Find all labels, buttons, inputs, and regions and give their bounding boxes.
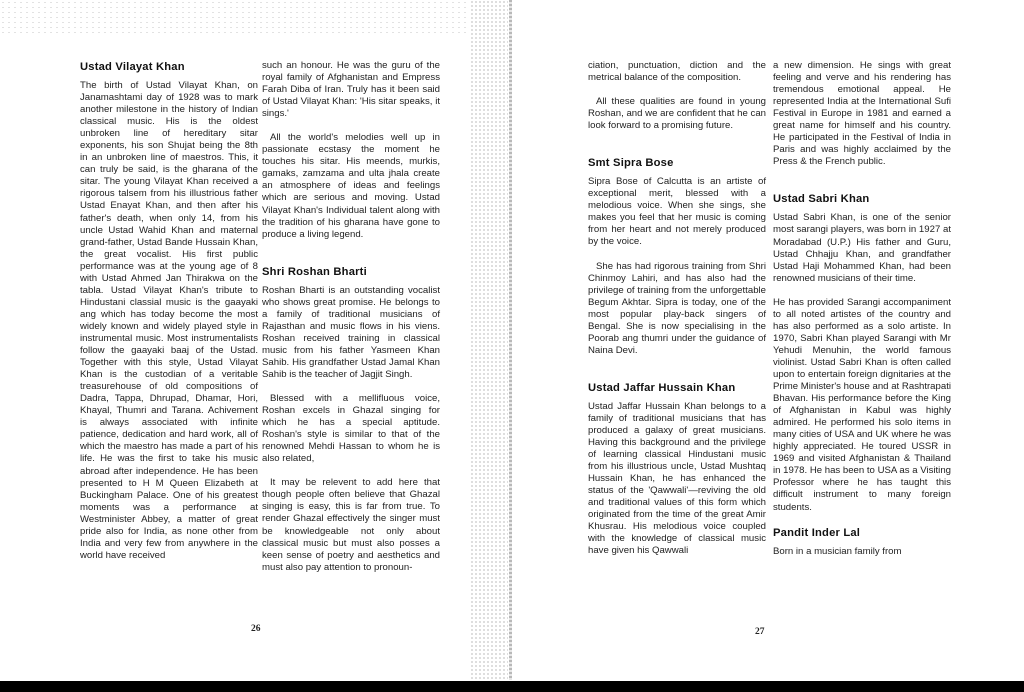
heading-jaffar-hussain-khan: Ustad Jaffar Hussain Khan: [588, 381, 736, 394]
paragraph: Ustad Sabri Khan, is one of the senior most sarangi players, was born in 1927 at Moradabad (U.P.) His father and Guru, Ustad Chhajju Khan, and grandfather Ustad Haji Mohammed Khan, had been renowned musicians of their time.: [773, 212, 951, 284]
page-number-left: 26: [251, 624, 261, 634]
paragraph: Roshan Bharti is an outstanding vocalist who shows great promise. He belongs to a family of traditional musicians of Rajasthan and music flows in his viens. Roshan received training in classical music from his father Yasmeen Khan Sahib. His grandfather Ustad Jamal Khan Sahib is the teacher of Jagjit Singh.: [262, 284, 440, 380]
heading-vilayat-khan: Ustad Vilayat Khan: [80, 61, 185, 73]
paragraph: Blessed with a mellifluous voice, Roshan excels in Ghazal singing for which he has a special aptitude. Roshan's style is similar to that of the renowned Mehdi Hassan to whom he is also related,: [262, 393, 440, 465]
right-page-column-2: [773, 60, 951, 558]
paragraph: He has provided Sarangi accompaniment to all noted artistes of the country and has also performed as a solo artiste. In 1970, Sabri Khan played Sarangi with Mr Yehudi Menuhin, the world famous violinist. Ustad Sabri Khan is often called upon to entertain foreign dignitaries at the Prime Minister's house and at Rashtrapati Bhavan. His performance before the King of Afghanistan in Kabul was highly admired. He performed his solo items in many cities of USA and UK where he was highly appreciated. He toured USSR in 1969 and visited Afghanistan & Thailand in 1978. He has been to USA as a Visiting Professor where he has taught this difficult instrument to many foreign students.: [773, 296, 951, 513]
paragraph: It may be relevent to add here that though people often believe that Ghazal singing is easy, this is far from true. To render Ghazal effectively the singer must be knowledgeable not only about classical music but must also posses a keen sense of poetry and aesthetics and must also pay attention to pronoun-: [262, 477, 440, 573]
paragraph: All these qualities are found in young Roshan, and we are confident that he can look forward to a promising future.: [588, 96, 766, 132]
scan-bottom-edge: [0, 681, 1024, 692]
paragraph: such an honour. He was the guru of the royal family of Afghanistan and Empress Farah Diba of Iran. Truly has it been said of Ustad Vilayat Khan: 'His sitar speaks, it sings.': [262, 60, 440, 120]
paragraph: ciation, punctuation, diction and the metrical balance of the composition.: [588, 60, 766, 84]
paragraph: She has had rigorous training from Shri Chinmoy Lahiri, and has also had the privilege of training from the unforgettable Begum Akhtar. Sipra is today, one of the most popular play-back singers of Bengal. She is now specialising in the Poorab ang thumri under the guidance of Naina Devi.: [588, 260, 766, 356]
paragraph: Sipra Bose of Calcutta is an artiste of exceptional merit, blessed with a melodious voice. When she sings, she makes you feel that her music is coming from her heart and not merely produced by the voice.: [588, 176, 766, 248]
heading-sabri-khan: Ustad Sabri Khan: [773, 193, 870, 206]
paragraph: a new dimension. He sings with great feeling and verve and his rendering has tremendous emotional appeal. He represented India at the International Sufi Festival in Europe in 1981 and earned a great name for himself and his country. He participated in the Festival of India in Paris and was highly acclaimed by the Press & the French public.: [773, 60, 951, 168]
paragraph: All the world's melodies well up in passionate ecstasy the moment he touches his sitar. His meends, murkis, gamaks, zamzama and ulta jhala create an atmosphere of ideas and feelings which are serious and moving. Ustad Vilayat Khan's Individual talent along with the tradition of his gharana have gone to produce a living legend.: [262, 132, 440, 240]
page-number-right: 27: [755, 627, 765, 637]
heading-roshan-bharti: Shri Roshan Bharti: [262, 265, 367, 278]
left-page-column-2: [262, 60, 440, 574]
heading-inder-lal: Pandit Inder Lal: [773, 526, 861, 539]
heading-sipra-bose: Smt Sipra Bose: [588, 157, 674, 170]
right-page-column-1: [588, 60, 766, 558]
paragraph: Ustad Jaffar Hussain Khan belongs to a family of traditional musicians that has produced a galaxy of great musicians. Having this background and the privilege of learning classical Hindustani music from his illustrious uncle, Ustad Mushtaq Hussain Khan, he has enhanced the status of the 'Qawwali'—reviving the old and traditional values of this form which originated from the time of the great Amir Khusrau. His melodious voice coupled with the knowledge of classical music have given his Qawwali: [588, 400, 766, 557]
paragraph: The birth of Ustad Vilayat Khan, on Janamashtami day of 1928 was to mark another milestone in the history of Indian classical music. His is the oldest unbroken line of hereditary sitar exponents, his son Shujat being the 8th in an unbroken line of maestros. This, it can truly be said, is the gharana of the sitar. The young Vilayat Khan received a rigorous talsem from his illustrious father Ustad Enayat Khan, and then after his father's death, when only 14, from his uncle Ustad Wahid Khan and maternal grand-father, Ustad Bande Hussain Khan, the great vocalist. His first public performance was at the young age of 8 with Ustad Ahmed Jan Thirakwa on the tabla. Ustad Vilayat Khan's tribute to Hindustani classial music is the gaayaki ang which has today become the most widely known and widely played style in instrumental music. Most instrumentalists follow the gaayaki baaj of the Ustad. Together with this style, Ustad Vilayat Khan is the custodian of a veritable treasurehouse of old compositions of Dadra, Tappa, Dhrupad, Dhamar, Hori, Khayal, Thumri and Tarana. Achivement is always associated with infinite patience, dedication and hard work, all of which the maestro has made a part of his life. He was the first to take his music abroad after independence. He has been presented to H M Queen Elizabeth at Buckingham Palace. One of his greatest moments was a performance at Westminister Abbey, a matter of great pride also for India, as none other from India and very few from anywhere in the world have received: [80, 80, 258, 561]
paragraph: Born in a musician family from: [773, 545, 902, 557]
right-page: [512, 0, 1024, 680]
left-page: [0, 0, 509, 680]
left-page-column-1: [80, 60, 258, 562]
